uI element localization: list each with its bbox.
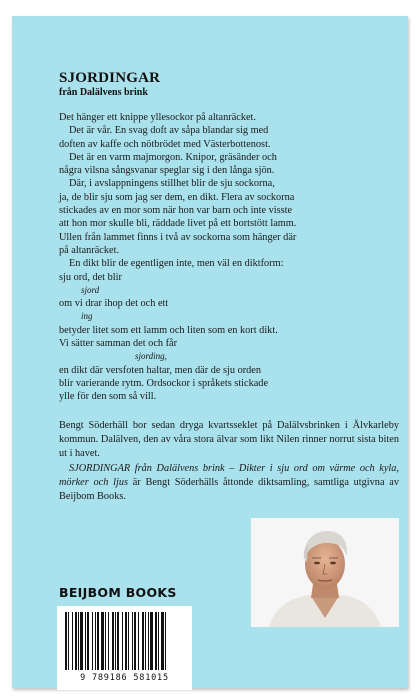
isbn-number: 9 789186 581015: [80, 673, 169, 683]
text-line: några vilsna sångsvanar speglar sig i den långa sjön.: [59, 165, 275, 177]
text-line: sju ord, det blir: [59, 271, 122, 283]
text-line: Ullen från lammet finns i två av sockorna som hänger där: [59, 231, 297, 243]
bio-text: är Bengt Söderhälls åttonde diktsamling, samtliga utgivna av Beijbom Books.: [59, 476, 399, 503]
italic-word-sjording: sjording,: [135, 351, 167, 362]
text-line: Vi sätter samman det och får: [59, 338, 178, 350]
text-line: ja, de blir sju som jag ser dem, en dikt. Flera av sockorna: [59, 191, 295, 203]
text-line: blir varierande rytm. Ordsockor i språkets stickade: [59, 377, 269, 389]
isbn-barcode: [57, 606, 192, 690]
text-line: Det hänger ett knippe yllesockor på altanräcket.: [59, 112, 256, 123]
publisher-logo: BEIJBOM BOOKS: [59, 585, 177, 600]
book-title: SJORDINGAR: [59, 70, 161, 86]
text-line: betyder litet som ett lamm och liten som en kort dikt.: [59, 324, 278, 336]
text-line: En dikt blir de egentligen inte, men väl en diktform:: [69, 258, 284, 270]
book-subtitle: från Dalälvens brink: [59, 87, 148, 98]
text-line: ylle för den som så vill.: [59, 391, 157, 403]
text-line: en dikt där versfoten haltar, men där de sju orden: [59, 364, 262, 376]
text-line: att hon mor skulle bli, räddade livet på ett bortstött lamm.: [59, 218, 297, 230]
text-line: stickades av en mor som när hon var barn och inte visste: [59, 205, 293, 217]
italic-word-ing: ing: [81, 311, 93, 322]
text-line: doften av kaffe och nötbrödet med Västerbottenost.: [59, 138, 271, 150]
text-line: om vi drar ihop det och ett: [59, 298, 169, 310]
bio-title-italic: SJORDINGAR från Dalälvens brink – Dikter i sju ord om värme och kyla, mörker och ljus: [59, 462, 399, 488]
text-line: Det är vår. En svag doft av såpa blandar sig med: [69, 125, 269, 137]
bio-paragraph: Bengt Söderhäll bor sedan dryga kvartsseklet på Dalälvsbrinken i Älvkarleby kommun. Dalälven, den av våra stora älvar som likt Nilen rinner norrut sista biten ut i havet.: [59, 420, 399, 460]
text-line: på altanräcket.: [59, 244, 120, 256]
barcode-bars: [63, 612, 186, 670]
book-back-cover: [12, 16, 408, 688]
bio-paragraph: [59, 462, 399, 505]
author-portrait-image: [251, 518, 399, 627]
text-line: Där, i avslappningens stillhet blir de sju sockorna,: [69, 178, 275, 190]
intro-text: [59, 111, 399, 404]
author-photo: [251, 518, 399, 627]
author-bio: [59, 419, 399, 504]
italic-word-sjord: sjord: [81, 284, 100, 295]
text-line: Det är en varm majmorgon. Knipor, gräsänder och: [69, 151, 277, 163]
